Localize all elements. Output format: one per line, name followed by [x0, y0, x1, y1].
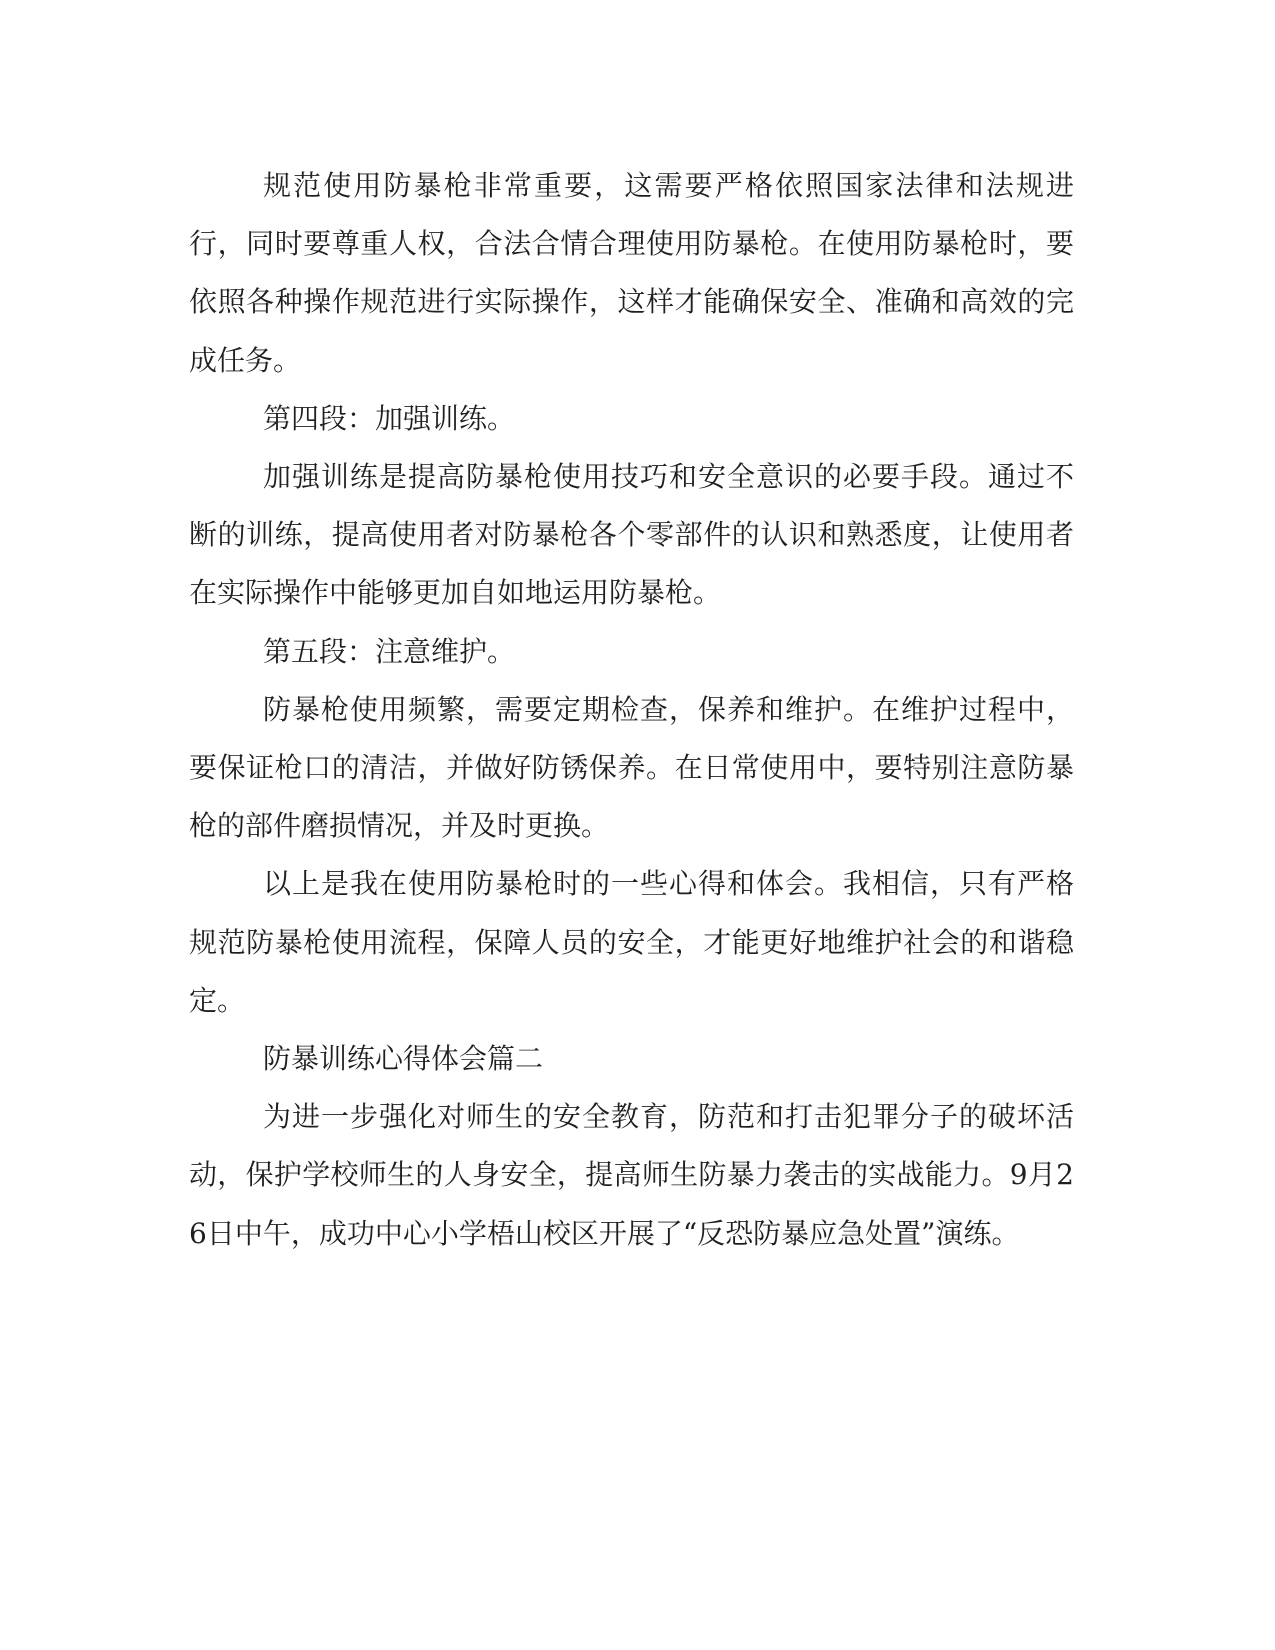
paragraph-conclusion: 以上是我在使用防暴枪时的一些心得和体会。我相信，只有严格规范防暴枪使用流程，保障人员的安全，才能更好地维护社会的和谐稳定。	[189, 867, 1074, 1017]
document-body	[189, 157, 1074, 1263]
paragraph-usage-standards: 规范使用防暴枪非常重要，这需要严格依照国家法律和法规进行，同时要尊重人权，合法合情合理使用防暴枪。在使用防暴枪时，要依照各种操作规范进行实际操作，这样才能确保安全、准确和高效的完成任务。	[189, 169, 1074, 377]
paragraph-drill-intro: 为进一步强化对师生的安全教育，防范和打击犯罪分子的破坏活动，保护学校师生的人身安全，提高师生防暴力袭击的实战能力。9月26日中午，成功中心小学梧山校区开展了“反恐防暴应急处置”演练。	[189, 1100, 1074, 1250]
article-title-part-two: 防暴训练心得体会篇二	[263, 1042, 544, 1076]
paragraph-maintenance: 防暴枪使用频繁，需要定期检查，保养和维护。在维护过程中，要保证枪口的清洁，并做好防锈保养。在日常使用中，要特别注意防暴枪的部件磨损情况，并及时更换。	[189, 692, 1074, 843]
paragraph-training: 加强训练是提高防暴枪使用技巧和安全意识的必要手段。通过不断的训练，提高使用者对防暴枪各个零部件的认识和熟悉度，让使用者在实际操作中能够更加自如地运用防暴枪。	[189, 460, 1074, 610]
section-heading-maintenance: 第五段：注意维护。	[263, 634, 516, 668]
section-heading-training: 第四段：加强训练。	[263, 401, 516, 435]
